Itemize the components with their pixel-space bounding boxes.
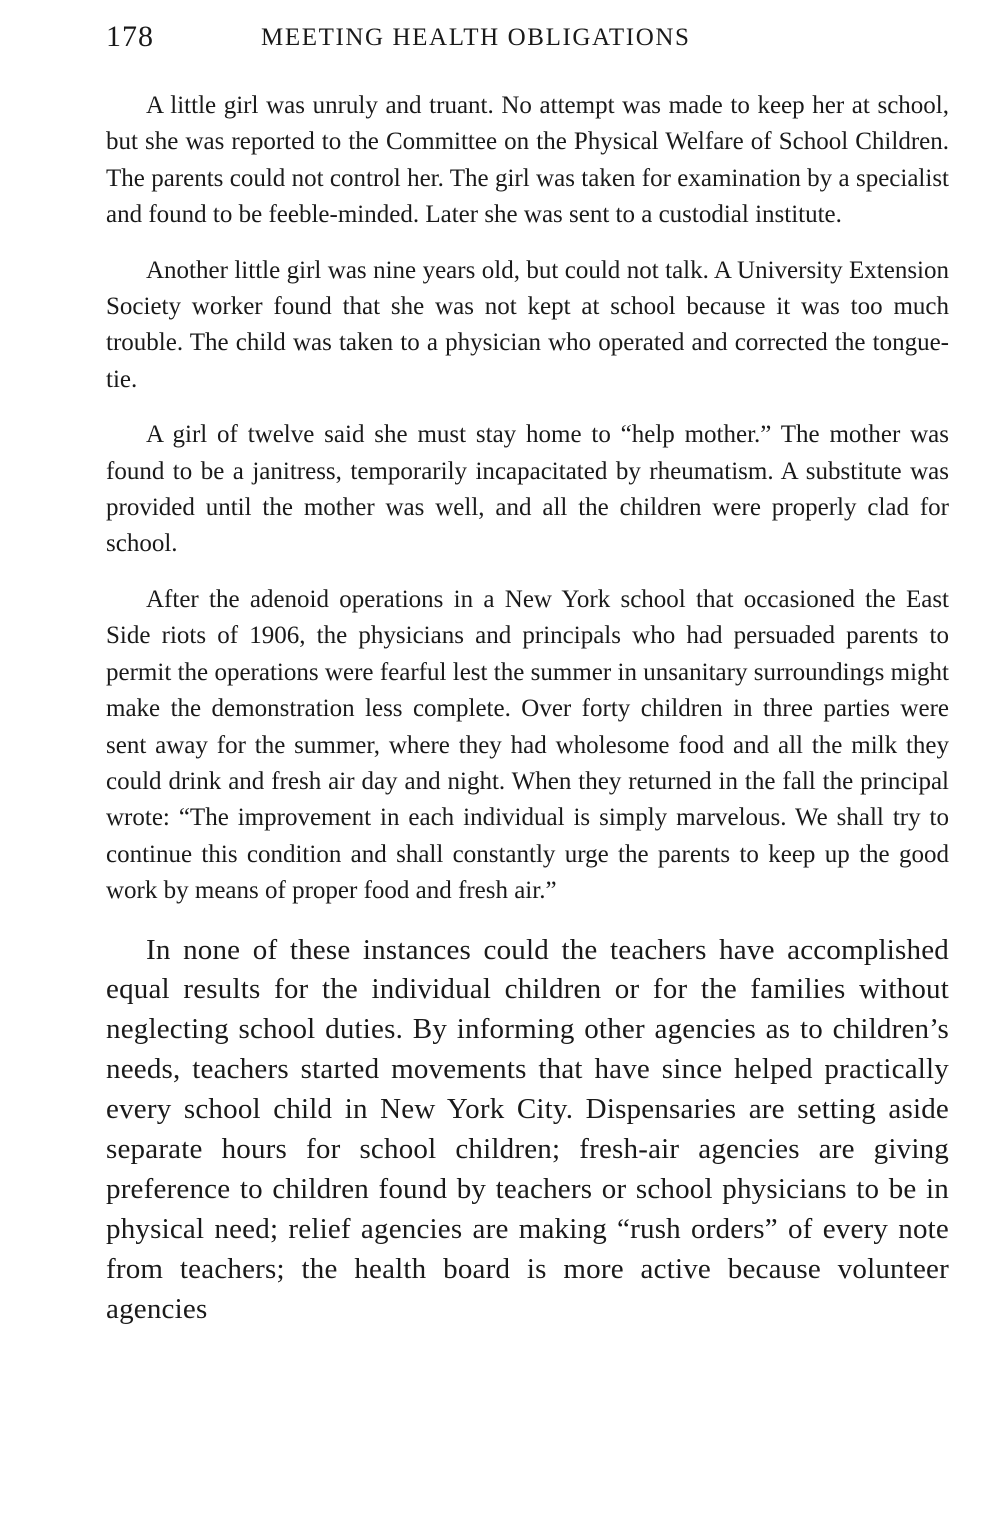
paragraph-tongue-tie: Another little girl was nine years old, but could not talk. A University Extension Society worker found that she was not kept at school because it was too much trouble. The child was taken to a physician who operated and corrected the tongue-tie. <box>106 256 949 393</box>
paragraph-adenoid-operations: After the adenoid operations in a New York school that occasioned the East Side riots of 1906, the physicians and principals who had persuaded parents to permit the operations were fearful lest the summer in unsanitary surroundings might make the demonstration less complete. Over forty children in three parties were sent away for the summer, where they had wholesome food and all the milk they could drink and fresh air day and night. When they returned in the fall the principal wrote: “The improvement in each individual is simply marvelous. We shall try to continue this condition and shall constantly urge the parents to keep up the good work by means of proper food and fresh air.” <box>106 585 949 905</box>
body-text <box>106 88 949 1330</box>
running-head <box>106 20 951 60</box>
paragraph-unruly-girl: A little girl was unruly and truant. No attempt was made to keep her at school, but she was reported to the Committee on the Physical Welfare of School Children. The parents could not control her. The girl was taken for examination by a specialist and found to be feeble-minded. Later she was sent to a custodial institute. <box>106 92 949 229</box>
page-number: 178 <box>106 20 154 53</box>
running-title: MEETING HEALTH OBLIGATIONS <box>261 24 691 51</box>
paragraph-help-mother: A girl of twelve said she must stay home to “help mother.” The mother was found to be a janitress, temporarily incapacitated by rheumatism. A substitute was provided until the mother was well, and all the children were properly clad for school. <box>106 421 949 558</box>
paragraph-teachers-agencies: In none of these instances could the teachers have accomplished equal results for the individual children or for the families without neglecting school duties. By informing other agencies as to children’s needs, teachers started movements that have since helped practically every school child in New York City. Dispensaries are setting aside separate hours for school children; fresh-air agencies are giving preference to children found by teachers or school physicians to be in physical need; relief agencies are making “rush orders” of every note from teachers; the health board is more active because volunteer agencies <box>106 933 949 1325</box>
